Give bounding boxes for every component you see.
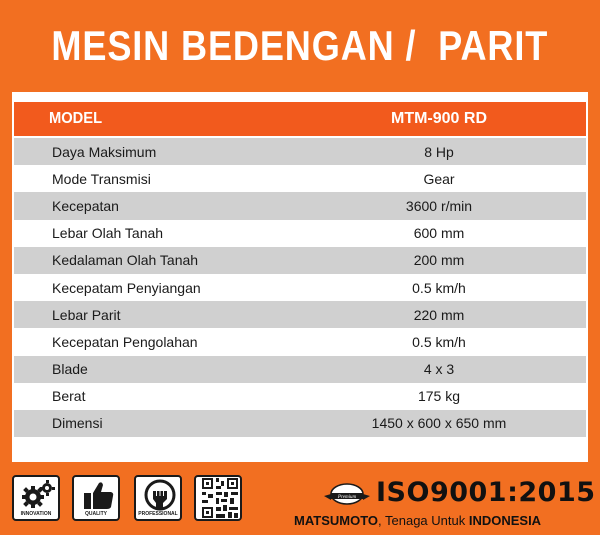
footer [0, 462, 600, 535]
spec-label: Lebar Parit [52, 306, 121, 323]
table-row [14, 247, 586, 274]
table-row [14, 383, 586, 410]
spec-label: Berat [52, 388, 86, 405]
professional-badge [134, 475, 182, 521]
spec-value: 600 mm [413, 225, 465, 242]
badge-caption: INNOVATION [20, 511, 52, 517]
quality-badge [72, 475, 120, 521]
spec-label: Daya Maksimum [52, 143, 157, 160]
table-row [14, 356, 586, 383]
spec-label: Kecepatan [52, 197, 119, 214]
fist-icon [142, 479, 178, 511]
spec-label: Mode Transmisi [52, 170, 151, 187]
spec-value: 1450 x 600 x 650 mm [371, 415, 507, 432]
country-name: INDONESIA [468, 513, 542, 528]
spec-value: 3600 r/min [405, 197, 473, 214]
spec-table [14, 102, 586, 437]
brand-name: MATSUMOTO [294, 513, 379, 528]
spec-value: 220 mm [413, 306, 465, 323]
qr-badge [194, 475, 242, 521]
table-row [14, 192, 586, 219]
table-row [14, 138, 586, 165]
table-row [14, 301, 586, 328]
gears-icon [20, 479, 56, 511]
page-title: MESIN BEDENGAN / PARIT [51, 22, 549, 69]
table-row [14, 165, 586, 192]
spec-value: 0.5 km/h [412, 279, 466, 296]
spec-value: 200 mm [413, 252, 465, 269]
tagline [294, 513, 541, 528]
table-row [14, 220, 586, 247]
spec-label: Kecepatan Pengolahan [52, 333, 198, 350]
qr-code-icon [202, 478, 238, 518]
spec-label: Dimensi [52, 415, 103, 432]
spec-value: 4 x 3 [423, 361, 455, 378]
header-value: MTM-900 RD [390, 110, 487, 127]
spec-value: 175 kg [417, 388, 461, 405]
table-row [14, 274, 586, 301]
innovation-badge [12, 475, 60, 521]
seal-text: Premium [337, 494, 357, 500]
iso-certification: ISO9001:2015 [376, 477, 596, 508]
spec-label: Blade [52, 361, 88, 378]
premium-seal-icon [322, 482, 372, 506]
table-row [14, 410, 586, 437]
title-bar [0, 0, 600, 92]
spec-value: 0.5 km/h [412, 333, 466, 350]
badge-caption: PROFESSIONAL [138, 511, 178, 517]
thumbs-up-icon [80, 479, 116, 511]
header-label: MODEL [48, 110, 103, 127]
spec-value: 8 Hp [424, 143, 454, 160]
badge-caption: QUALITY [85, 511, 107, 517]
tagline-text: , Tenaga Untuk [378, 513, 469, 528]
table-row [14, 328, 586, 355]
spec-value: Gear [423, 170, 455, 187]
table-header-row [14, 102, 586, 136]
spec-label: Kecepatam Penyiangan [52, 279, 201, 296]
spec-label: Kedalaman Olah Tanah [52, 252, 199, 269]
spec-panel [12, 92, 588, 462]
spec-label: Lebar Olah Tanah [52, 225, 164, 242]
